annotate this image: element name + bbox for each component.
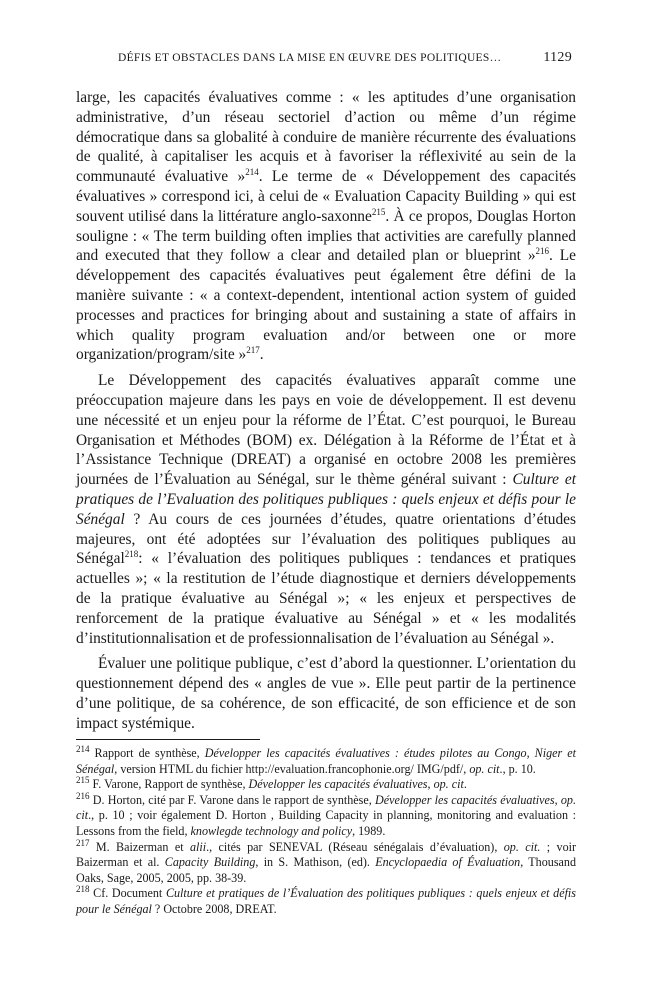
paragraph-3: Évaluer une politique publique, c’est d’abord la questionner. L’orientation du questionnement dépend des « angles de vue ». Elle peut partir de la pertinence d’une politique, de sa cohérence, de son efficacité, de son efficience et de son impact systémique. <box>76 655 576 732</box>
paragraph-2: Le Développement des capacités évaluatives apparaît comme une préoccupation majeure dans les pays en voie de développement. Il est devenu une nécessité et un enjeu pour la réforme de l’État. C’est pourquoi, le Bureau Organisation et Méthodes (BOM) ex. Délégation à la Réforme de l’État et à l’Assistance Technique (DREAT) a organisé en octobre 2008 les premières journées de l’Évaluation au Sénégal, sur le thème général suivant : Culture et pratiques de l’Evaluation des politiques publiques : quels enjeux et défis pour le Sénégal ? Au cours de ces journées d’études, quatre orientations d’études majeures, ont été adoptées sur l’évaluation des politiques publiques au Sénégal$^{218}$: « l’évaluation des politiques publiques : tendances et pratiques actuelles »; « la restitution de l’étude diagnostique et derniers développements de la pratique évaluative au Sénégal »; « les enjeux et perspectives de renforcement de la pratique évaluative au Sénégal » et « les modalités d’institutionnalisation et de professionnalisation de l’évaluation au Sénégal ». <box>76 372 577 647</box>
paragraph-1: large, les capacités évaluatives comme : « les aptitudes d’une organisation administrative, d’un réseau sectoriel d’action ou même d’un régime démocratique dans sa globalité à conduire de manière récurrente des évaluations de qualité, à capitaliser les acquis et à favoriser la réflexivité au sein de la communauté évaluative »$^{214}$. Le terme de « Développement des capacités évaluatives » correspond ici, à celui de « Evaluation Capacity Building » qui est souvent utilisé dans la littérature anglo-saxonne$^{215}$. À ce propos, Douglas Horton souligne : « The term building often implies that activities are carefully planned and executed that they follow a clear and detailed plan or blueprint »$^{216}$. Le développement des capacités évaluatives peut également être défini de la manière suivante : « a context-dependent, intentional action system of guided processes and practices for bringing about and sustaining a state of affairs in which quality program evaluation and/or between one or more organization/program/site »$^{217}$. <box>76 89 576 364</box>
footnote-ref-218[interactable]: 218 <box>124 549 139 560</box>
footnote-216: $^{216}$ D. Horton, cité par F. Varone dans le rapport de synthèse, Développer les capacités évaluatives, op. cit., p. 10 ; voir également D. Horton , Building Capacity in planning, monitoring and evaluation : Lessons from the field, knowlegde technology and policy, 1989. <box>76 790 576 838</box>
main-text <box>76 88 576 734</box>
footnote-217: $^{217}$ M. Baizerman et alii., cités par SENEVAL (Réseau sénégalais d’évaluation), op. cit. ; voir Baizerman et al. Capacity Building, in S. Mathison, (ed). Encyclopaedia of Évaluation, Thousand Oaks, Sage, 2005, 2005, pp. 38-39. <box>76 837 577 885</box>
running-header <box>76 50 576 70</box>
footnote-215: $^{215}$ F. Varone, Rapport de synthèse, Développer les capacités évaluatives, op. cit. <box>76 775 467 792</box>
footnote-214: $^{214}$ Rapport de synthèse, Développer les capacités évaluatives : études pilotes au Congo, Niger et Sénégal, version HTML du fichier http://evaluation.francophonie.org/ IMG/pdf/, op. cit., p. 10. <box>76 743 577 776</box>
running-title: DÉFIS ET OBSTACLES DANS LA MISE EN ŒUVRE DES POLITIQUES… <box>118 52 502 64</box>
footnotes <box>76 743 577 918</box>
footnote-218: $^{218}$ Cf. Document Culture et pratiques de l’Évaluation des politiques publiques : quels enjeux et défis pour le Sénégal ? Octobre 2008, DREAT. <box>76 884 576 916</box>
footnote-ref-214[interactable]: 214 <box>245 167 259 178</box>
footnote-ref-217[interactable]: 217 <box>246 345 260 356</box>
page-number: 1129 <box>543 50 572 65</box>
footnote-separator <box>76 739 260 740</box>
footnote-ref-216[interactable]: 216 <box>535 246 550 257</box>
footnote-ref-215[interactable]: 215 <box>371 206 386 217</box>
